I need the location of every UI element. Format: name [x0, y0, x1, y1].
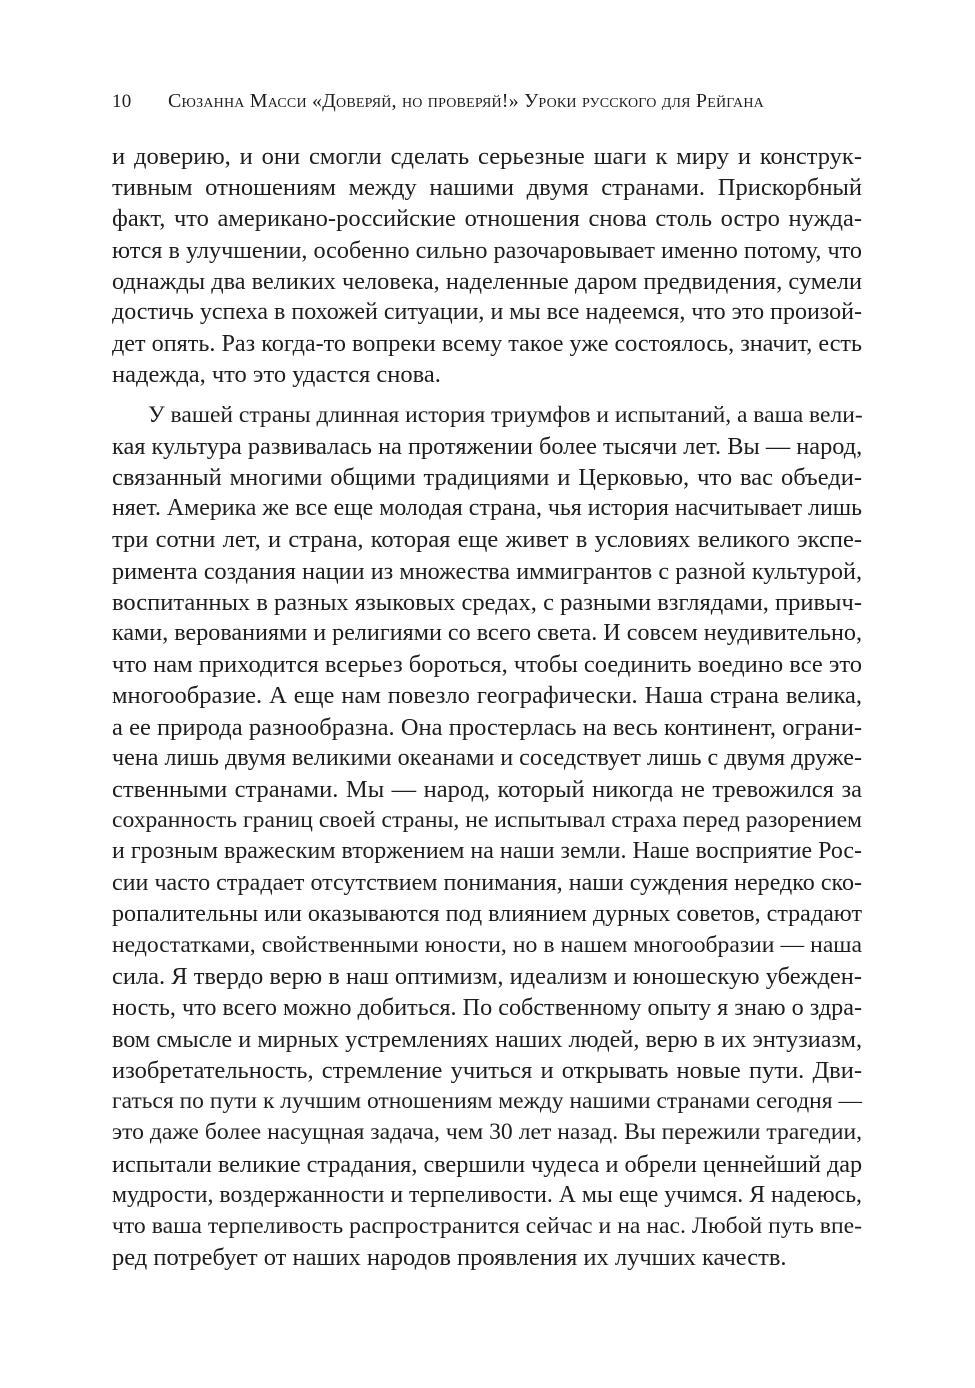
text-line: испытали великие страдания, свершили чудеса и обрели ценнейший дар: [112, 1150, 863, 1178]
running-head: [112, 88, 872, 115]
paragraph-gap: [112, 391, 862, 400]
text-line: что ваша терпеливость распространится сейчас и на нас. Любой путь впе-: [112, 1212, 862, 1239]
text-line: римента создания нации из множества иммигрантов с разной культурой,: [112, 557, 862, 585]
running-title: Сюзанна Масси «Доверяй, но проверяй!» Уроки русского для Рейгана: [168, 90, 764, 112]
text-line: сила. Я твердо верю в наш оптимизм, идеализм и юношескую убежден-: [112, 963, 862, 991]
page-number: 10: [112, 91, 132, 112]
text-line: ропалительны или оказываются под влиянием дурных советов, страдают: [112, 900, 862, 927]
text-line: достичь успеха в похожей ситуации, и мы все надеемся, что это произой-: [112, 299, 862, 326]
text-line: У вашей страны длинная история триумфов и испытаний, а ваша вели-: [148, 401, 863, 428]
text-line: это даже более насущная задача, чем 30 лет назад. Вы пережили трагедии,: [112, 1119, 862, 1146]
text-line: няет. Америка же все еще молодая страна, чья история насчитывает лишь: [112, 495, 862, 522]
text-line: что нам приходится всерьез бороться, чтобы соединить воедино все это: [112, 651, 863, 679]
paragraph-1: [112, 141, 862, 391]
text-line: ность, что всего можно добиться. По собственному опыту я знаю о здра-: [112, 994, 862, 1022]
text-line: вом смысле и мирных устремлениях наших людей, верю в их энтузиазм,: [112, 1025, 862, 1053]
text-line: изобретательность, стремление учиться и открывать новые пути. Дви-: [112, 1056, 862, 1084]
text-line: однажды два великих человека, наделенные даром предвидения, сумели: [112, 267, 862, 295]
text-line: и доверию, и они смогли сделать серьезные шаги к миру и конструк-: [112, 143, 862, 170]
text-line: многообразие. А еще нам повезло географически. Наша страна велика,: [112, 682, 862, 710]
text-line: а ее природа разнообразна. Она простерлась на весь континент, ограни-: [112, 713, 862, 741]
text-line: ственными странами. Мы — народ, который никогда не тревожился за: [112, 776, 862, 804]
text-line: дет опять. Раз когда-то вопреки всему такое уже состоялось, значит, есть: [112, 330, 862, 358]
text-line: ками, верованиями и религиями со всего света. И совсем неудивительно,: [112, 620, 862, 647]
text-line: надежда, что это удастся снова.: [112, 361, 441, 389]
text-line: воспитанных в разных языковых средах, с разными взглядами, привыч-: [112, 588, 862, 616]
text-line: связанный многими общими традициями и Церковью, что вас объеди-: [112, 464, 862, 492]
text-line: мудрости, воздержанности и терпеливости. А мы еще учимся. Я надеюсь,: [112, 1181, 862, 1208]
text-line: сохранность границ своей страны, не испытывал страха перед разорением: [112, 807, 862, 834]
text-line: ются в улучшении, особенно сильно разочаровывает именно потому, что: [112, 236, 862, 264]
body-text: [112, 141, 862, 1273]
text-line: недостатками, свойственными юности, но в нашем многообразии — наша: [112, 932, 862, 959]
text-line: три сотни лет, и страна, которая еще живет в условиях великого экспе-: [112, 526, 862, 554]
text-line: чена лишь двумя великими океанами и соседствует лишь с двумя друже-: [112, 744, 862, 771]
text-line: факт, что американо-российские отношения снова столь остро нужда-: [112, 205, 862, 233]
text-line: кая культура развивалась на протяжении более тысячи лет. Вы — народ,: [112, 432, 863, 460]
text-line: сии часто страдает отсутствием понимания, наши суждения нередко ско-: [112, 869, 862, 896]
text-line: ред потребует от наших народов проявления их лучших качеств.: [112, 1244, 787, 1272]
text-line: гаться по пути к лучшим отношениям между нашими странами сегодня —: [112, 1088, 862, 1115]
text-line: тивным отношениям между нашими двумя странами. Прискорбный: [112, 174, 862, 202]
paragraph-2: [112, 400, 862, 1274]
text-line: и грозным вражеским вторжением на наши земли. Наше восприятие Рос-: [112, 838, 862, 865]
